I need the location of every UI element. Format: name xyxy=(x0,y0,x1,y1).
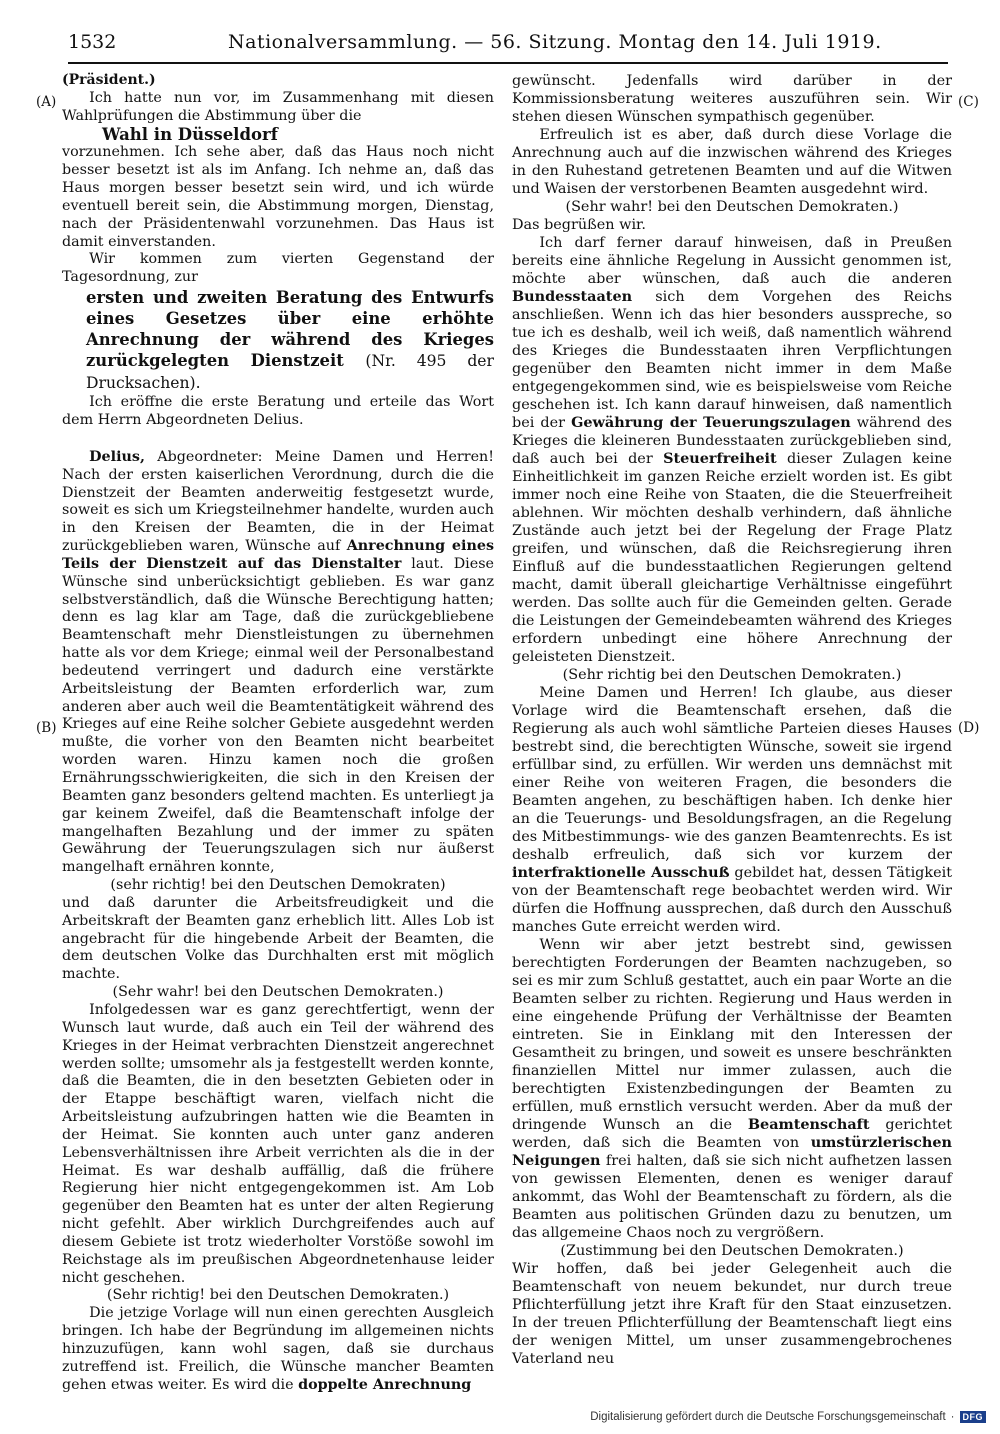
left-column xyxy=(62,72,494,1395)
speaker-name: Delius, xyxy=(89,448,145,465)
interjection: (Sehr wahr! bei den Deutschen Demokraten.) xyxy=(565,199,899,215)
paragraph: Das begrüßen wir. xyxy=(512,217,646,233)
paragraph: Wir kommen zum vierten Gegenstand der Tagesordnung, zur xyxy=(62,251,494,286)
paragraph: Die jetzige Vorlage will nun einen gerechten Ausgleich bringen. Ich habe der Begründung im allgemeinen nichts hinzuzufügen, kann wohl sagen, daß sie durchaus zutreffend ist. Freilich, die Wünsche mancher Beamten gehen etwas weiter. Es wird die doppelte Anrechnung xyxy=(62,1305,494,1393)
paragraph: Ich hatte nun vor, im Zusammenhang mit diesen Wahlprüfungen die Abstimmung über die xyxy=(62,89,494,124)
paragraph: gewünscht. Jedenfalls wird darüber in der Kommissionsberatung weiteres auszuführen sein. Wir stehen diesen Wünschen sympathisch gegenüber. xyxy=(512,73,952,125)
agenda-heading: Wahl in Düsseldorf xyxy=(102,124,278,144)
agenda-topic xyxy=(86,287,494,394)
interjection: (Sehr richtig! bei den Deutschen Demokraten.) xyxy=(106,1287,450,1304)
right-column xyxy=(512,72,952,1368)
paragraph: und daß darunter die Arbeitsfreudigkeit und die Arbeitskraft der Beamten ganz erheblich litt. Alles Lob ist angebracht für die hingebende Arbeit der Beamten, die dem deutschen Volke das Durchhalten erst mit möglich machte. xyxy=(62,894,494,983)
running-header xyxy=(68,24,948,64)
interjection: (Zustimmung bei den Deutschen Demokraten.) xyxy=(560,1243,904,1259)
credit-separator: · xyxy=(950,1411,955,1423)
paragraph: Wenn wir aber jetzt bestrebt sind, gewissen berechtigten Forderungen der Beamten nachzugeben, so sei es mir zum Schluß gestattet, auch ein paar Worte an die Beamten selber zu richten. Regierung und Haus werden in eine eingehende Prüfung der Verhältnisse der Beamten eintreten. Sie in Einklang mit den Interessen der Gesamtheit zu bringen, und soweit es unsere beschränkten finanziellen Mittel nur immer zulassen, auch die berechtigten Existenzbedingungen der Beamten zu erfüllen, muß ernstlich versucht werden. Aber da muß der dringende Wunsch an die Beamtenschaft gerichtet werden, daß sich die Beamten von umstürzlerischen Neigungen frei halten, daß sie sich nicht aufhetzen lassen von gewissen Elementen, denen es weniger darauf ankommt, das Wohl der Beamtenschaft zu fördern, als die Beamten aus politischen Gründen dazu zu benutzen, um das allgemeine Chaos noch zu vergrößern. xyxy=(512,937,953,1241)
speech-paragraph: Delius, Abgeordneter: Meine Damen und Herren! Nach der ersten kaiserlichen Verordnung, durch die die Dienstzeit der Beamten anderweitig festgesetzt wurde, soweit es sich um Kriegsteilnehmer handelte, wurden auch in den Kreisen der Beamten, die in der Heimat zurückgeblieben waren, Wünsche auf Anrechnung eines Teils der Dienstzeit auf das Dienstalter laut. Diese Wünsche sind unberücksichtigt geblieben. Es war ganz selbstverständlich, daß die Wünsche Berechtigung hatten; denn es lag klar am Tage, daß die zurückgebliebene Beamtenschaft mehr Dienstleistungen zu übernehmen hatte als vor dem Kriege; einmal weil der Personalbestand bedeutend verringert und dadurch eine verstärkte Arbeitsleistung der Beamten erforderlich war, zum anderen aber auch weil die Beamtentätigkeit während des Krieges auf eine Reihe solcher Gebiete ausgedehnt werden mußte, die vorher von den Beamten nicht bearbeitet worden waren. Hinzu kamen noch die großen Ernährungsschwierigkeiten, die sich in den Kreisen der Beamten ganz besonders geltend machten. Es unterliegt ja gar keinem Zweifel, daß die Beamtenschaft infolge der mangelhaften Bezahlung und der immer zu späten Gewährung der Teuerungszulagen sich nur äußerst mangelhaft ernähren konnte, xyxy=(62,448,495,876)
paragraph: vorzunehmen. Ich sehe aber, daß das Haus noch nicht besser besetzt ist als im Anfang. Ich nehme an, daß das Haus morgen besser besetzt sein wird, und ich würde eventuell bereit sein, die Abstimmung morgen, Dienstag, nach der Präsidentenwahl vorzunehmen. Das Haus ist damit einverstanden. xyxy=(62,144,494,250)
paragraph: Infolgedessen war es ganz gerechtfertigt, wenn der Wunsch laut wurde, daß auch ein Teil der während des Krieges in der Heimat verbrachten Dienstzeit angerechnet werden sollte; umsomehr als ja festgestellt werden konnte, daß die Beamten, die in den besetzten Gebieten oder in der Etappe beschäftigt waren, vielfach nicht die Arbeitsleistung aufzubringen hatten wie die Beamten in der Heimat. Sie konnten auch unter ganz anderen Lebensverhältnissen ihre Arbeit verrichten als die in der Heimat. Es war deshalb auffällig, daß die frühere Regierung hier nicht entgegengekommen ist. Am Lob gegenüber den Beamten hat es unter der alten Regierung nicht gefehlt. Aber wirklich Durchgreifendes auch auf diesem Gebiete ist trotz wiederholter Vorstöße sowohl im Reichstage als im preußischen Abgeordnetenhause leider nicht geschehen. xyxy=(62,1001,494,1286)
interjection: (Sehr wahr! bei den Deutschen Demokraten.) xyxy=(112,984,444,1001)
interjection: (Sehr richtig bei den Deutschen Demokraten.) xyxy=(562,667,902,683)
interjection: (sehr richtig! bei den Deutschen Demokraten) xyxy=(110,877,446,894)
margin-label-d: (D) xyxy=(958,720,980,736)
digitization-credit xyxy=(590,1411,986,1423)
page-number: 1532 xyxy=(68,31,117,53)
paragraph: Ich eröffne die erste Beratung und erteile das Wort dem Herrn Abgeordneten Delius. xyxy=(62,394,494,428)
running-title: Nationalversammlung. — 56. Sitzung. Montag den 14. Juli 1919. xyxy=(228,31,882,53)
agenda-topic-ref: (Nr. 495 der Drucksachen). xyxy=(86,352,494,393)
margin-label-b: (B) xyxy=(36,720,57,736)
dfg-logo-icon: DFG xyxy=(960,1411,987,1423)
speaker-label: (Präsident.) xyxy=(62,72,156,88)
margin-label-c: (C) xyxy=(958,94,979,110)
paragraph: Ich darf ferner darauf hinweisen, daß in Preußen bereits eine ähnliche Regelung in Aussicht genommen ist, möchte aber wünschen, daß auch die anderen Bundesstaaten sich dem Vorgehen des Reichs anschließen. Wenn ich das hier besonders ausspreche, so tue ich es deshalb, weil ich weiß, daß namentlich während des Krieges die Bundesstaaten ihren Verpflichtungen gegenüber den Beamten nicht immer in dem Maße entgegengekommen sind, wie es beispielsweise vom Reiche geschehen ist. Ich kann darauf hinweisen, daß namentlich bei der Gewährung der Teuerungszulagen während des Krieges die kleineren Bundesstaaten zurückgeblieben sind, daß auch bei der Steuerfreiheit dieser Zulagen keine Einheitlichkeit im ganzen Reiche erzielt worden ist. Es gibt immer noch eine Reihe von Staaten, die die Steuerfreiheit ablehnen. Wir möchten deshalb verhindern, daß ähnliche Zustände auch jetzt bei der Regelung der Frage Platz greifen, und wünschen, daß die Reichsregierung ihren Einfluß auf die bundesstaatlichen Regierungen geltend macht, damit überall gleichartige Verhältnisse eingeführt werden. Das sollte auch für die Gemeinden gelten. Gerade die Leistungen der Gemeindebeamten während des Krieges erfordern unbedingt eine höhere Anrechnung der geleisteten Dienstzeit. xyxy=(512,235,953,665)
paragraph: Erfreulich ist es aber, daß durch diese Vorlage die Anrechnung auch auf die inzwischen während des Krieges in den Ruhestand getretenen Beamten und auf die Witwen und Waisen der verstorbenen Beamten ausgedehnt wird. xyxy=(512,127,952,197)
credit-text: Digitalisierung gefördert durch die Deutsche Forschungsgemeinschaft xyxy=(590,1411,946,1423)
paragraph: Wir hoffen, daß bei jeder Gelegenheit auch die Beamtenschaft von neuem bekundet, nur durch treue Pflichterfüllung jetzt ihre Kraft für den Staat einzusetzen. In der treuen Pflichterfüllung der Beamtenschaft liegt eins der wenigen Mittel, um unser zusammengebrochenes Vaterland neu xyxy=(512,1261,952,1367)
agenda-topic-title: ersten und zweiten Beratung des Entwurfs eines Gesetzes über eine erhöhte Anrechnung der während des Krieges zurückgelegten Dienstzeit xyxy=(86,288,494,371)
paragraph: Meine Damen und Herren! Ich glaube, aus dieser Vorlage wird die Beamtenschaft ersehen, daß die Regierung als auch wohl sämtliche Parteien dieses Hauses bestrebt sind, die berechtigten Wünsche, soweit sie irgend erfüllbar sind, zu erfüllen. Wir werden uns demnächst mit einer Reihe von weiteren Fragen, die besonders die Beamten angehen, zu beschäftigen haben. Ich denke hier an die Teuerungs- und Besoldungsfragen, an die Regelung des Mitbestimmungs- wie des ganzen Beamtenrechts. Es ist deshalb erfreulich, daß sich vor kurzem der interfraktionelle Ausschuß gebildet hat, dessen Tätigkeit von der Beamtenschaft rege beobachtet werden wird. Wir dürfen die Hoffnung aussprechen, daß durch den Ausschuß manches Gute erreicht werden wird. xyxy=(512,685,953,935)
margin-label-a: (A) xyxy=(36,94,57,110)
